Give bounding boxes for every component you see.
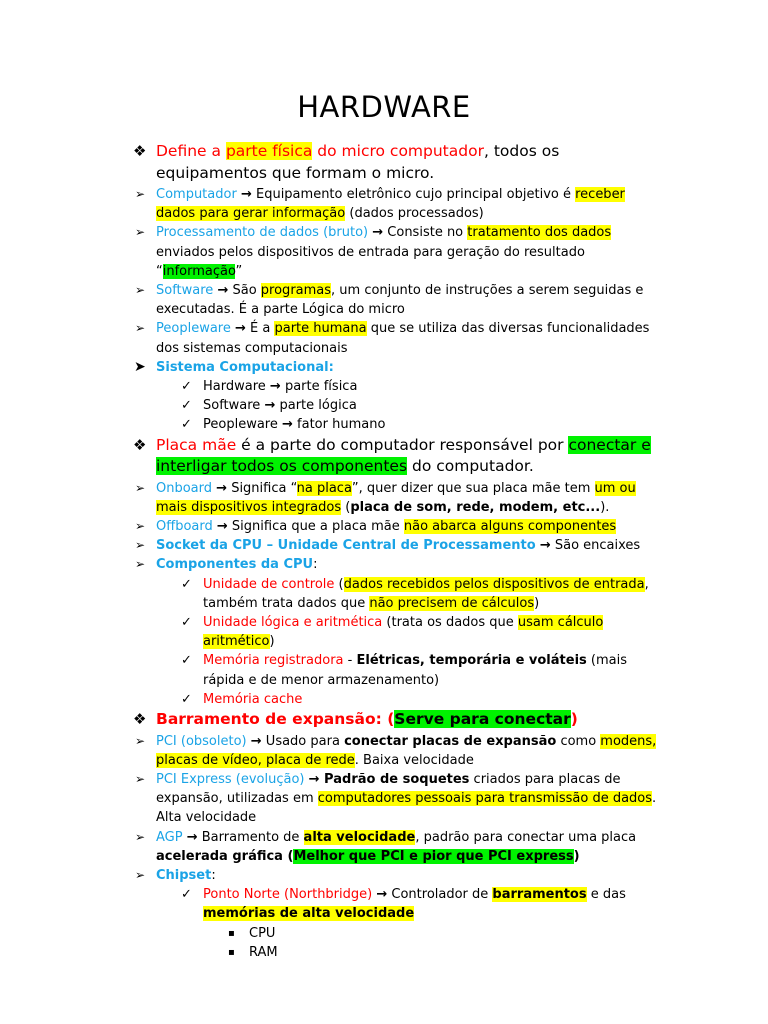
- sub-item-unidade-logica: [0, 613, 768, 651]
- arrow-right-icon: →: [216, 519, 228, 535]
- arrowhead-bullet-icon: ➢: [135, 480, 146, 495]
- list-item-processamento: [0, 223, 768, 281]
- highlight: tratamento dos dados: [467, 225, 612, 241]
- arrowhead-bullet-icon: ➢: [135, 733, 146, 748]
- text: Equipamento eletrônico cujo principal objetivo é: [251, 187, 576, 202]
- text: , um conjunto de instruções a serem seguidas e executadas. É a parte Lógica do micro: [156, 283, 644, 318]
- highlight: conectar e interligar todos os componentes: [156, 435, 651, 476]
- list-item-chipset: [0, 866, 768, 885]
- arrowhead-bullet-icon: ➢: [135, 225, 146, 240]
- text: (dados processados): [345, 206, 484, 222]
- term: PCI (obsoleto): [156, 733, 247, 749]
- highlight: memórias de alta velocidade: [203, 906, 415, 922]
- arrow-right-icon: →: [372, 225, 384, 241]
- text: que se utiliza das diversas funcionalidades dos sistemas computacionais: [156, 321, 650, 356]
- diamond-bullet-icon: ❖: [133, 435, 147, 454]
- text: ).: [600, 499, 610, 515]
- highlight: alta velocidade: [303, 829, 416, 845]
- text: . Baixa velocidade: [354, 752, 474, 768]
- arrow-right-icon: →: [264, 398, 276, 414]
- highlight: na placa: [296, 480, 352, 496]
- list-item-pci: [0, 732, 768, 770]
- text: como: [556, 733, 601, 749]
- text: ): [570, 710, 578, 729]
- term: Computador: [156, 187, 237, 202]
- text: Peopleware: [203, 417, 282, 433]
- arrow-right-icon: →: [216, 480, 228, 496]
- term: Memória cache: [203, 691, 303, 707]
- check-bullet-icon: ✓: [181, 417, 192, 433]
- text: do computador.: [407, 457, 534, 476]
- sub-sub-item-ram: [0, 943, 768, 962]
- list-item-software: [0, 281, 768, 319]
- text: ): [269, 634, 275, 650]
- text: ”, quer dizer que sua placa mãe tem: [351, 480, 595, 496]
- term: Unidade de controle: [203, 576, 335, 592]
- arrow-right-icon: →: [539, 538, 551, 554]
- list-item-socket: [0, 536, 768, 555]
- list-item-pci-express: [0, 770, 768, 828]
- text: (: [334, 576, 344, 592]
- text: criados para placas de expansão, utilizadas em: [156, 771, 621, 807]
- text: Controlador de: [387, 887, 493, 903]
- highlight: dados recebidos pelos dispositivos de entrada: [343, 576, 645, 592]
- highlight: não precisem de cálculos: [369, 595, 535, 611]
- term: Memória registradora: [203, 653, 344, 669]
- page-title: HARDWARE: [297, 90, 471, 124]
- arrow-right-icon: →: [186, 829, 198, 845]
- arrowhead-bullet-icon: ➢: [135, 283, 146, 298]
- text: (trata os dados que: [382, 615, 518, 631]
- sub-item-memoria-registradora: [0, 651, 768, 689]
- highlight: computadores pessoais para transmissão de dados: [317, 791, 653, 807]
- text: fator humano: [292, 417, 386, 433]
- arrowhead-bullet-icon: ➢: [135, 771, 146, 786]
- text: ): [573, 848, 580, 864]
- text: Significa que a placa mãe: [227, 519, 404, 535]
- highlight: parte física: [225, 142, 313, 160]
- bold-text: placa de som, rede, modem, etc...: [350, 499, 601, 515]
- sub-item-software: [0, 396, 768, 415]
- text: -: [343, 653, 357, 669]
- highlight: barramentos: [492, 887, 587, 903]
- arrowhead-bullet-icon: ➢: [135, 868, 146, 882]
- text: :: [313, 557, 318, 573]
- highlight: não abarca alguns componentes: [403, 519, 617, 535]
- term: Chipset: [156, 868, 212, 883]
- sub-item-hardware: [0, 377, 768, 396]
- text: Consiste no: [383, 225, 468, 241]
- highlight: informação: [162, 263, 236, 279]
- arrow-right-icon: →: [240, 187, 252, 202]
- highlight: modens, placas de vídeo, placa de rede: [156, 733, 657, 768]
- arrow-right-icon: →: [217, 283, 229, 299]
- term: AGP: [156, 829, 183, 845]
- square-bullet-icon: ▪: [228, 927, 235, 939]
- text: (: [341, 499, 351, 515]
- list-item-onboard: [0, 479, 768, 517]
- barramento-definition: [0, 709, 768, 731]
- term: PCI Express (evolução): [156, 771, 305, 787]
- arrowhead-bullet-icon: ➢: [135, 187, 146, 201]
- check-bullet-icon: ✓: [181, 576, 192, 592]
- list-item-sistema-computacional: [0, 358, 768, 377]
- arrow-right-icon: →: [250, 733, 262, 749]
- text: São encaixes: [550, 538, 641, 554]
- text: e das: [586, 887, 626, 903]
- list-item-componentes: [0, 555, 768, 574]
- hardware-definition: [0, 141, 768, 184]
- highlight: parte humana: [274, 321, 367, 337]
- arrow-right-icon: →: [376, 887, 388, 903]
- highlight: receber dados para gerar informação: [156, 187, 625, 222]
- arrowhead-bullet-icon: ➢: [135, 538, 146, 553]
- sub-item-memoria-cache: [0, 690, 768, 709]
- text: Software: [203, 398, 265, 414]
- check-bullet-icon: ✓: [181, 691, 192, 707]
- text: RAM: [249, 944, 278, 960]
- arrow-right-icon: →: [269, 379, 281, 395]
- list-item-computador: [0, 185, 768, 223]
- sub-sub-item-cpu: [0, 924, 768, 943]
- highlight: programas: [260, 283, 332, 299]
- bold-text: conectar placas de expansão: [344, 733, 557, 749]
- arrowhead-bold-bullet-icon: ➤: [134, 358, 146, 375]
- text: Define a: [156, 142, 226, 160]
- text: parte física: [280, 379, 358, 395]
- term: Offboard: [156, 519, 213, 535]
- text: Usado para: [261, 733, 345, 749]
- bold-text: acelerada gráfica: [156, 848, 283, 864]
- text: , padrão para conectar uma placa: [415, 829, 637, 845]
- text: Hardware: [203, 379, 270, 395]
- term: Processamento de dados (bruto): [156, 225, 369, 241]
- bold-text: Elétricas, temporária e voláteis: [356, 653, 587, 669]
- check-bullet-icon: ✓: [181, 379, 192, 395]
- text: São: [228, 283, 261, 299]
- list-item-peopleware: [0, 319, 768, 357]
- check-bullet-icon: ✓: [181, 398, 192, 414]
- arrowhead-bullet-icon: ➢: [135, 321, 146, 336]
- term: Unidade lógica e aritmética: [203, 615, 383, 631]
- highlight: usam cálculo aritmético: [203, 615, 604, 650]
- text: É a: [245, 321, 275, 337]
- term: Barramento de expansão:: [156, 710, 382, 729]
- term: Onboard: [156, 480, 213, 496]
- text: parte lógica: [275, 398, 357, 414]
- text: . Alta velocidade: [156, 791, 657, 826]
- text: ”: [235, 263, 243, 279]
- check-bullet-icon: ✓: [181, 653, 192, 669]
- sub-item-unidade-controle: [0, 575, 768, 613]
- placa-mae-definition: [0, 435, 768, 478]
- term: Peopleware: [156, 321, 231, 337]
- diamond-bullet-icon: ❖: [133, 142, 147, 160]
- highlight: Serve para conectar: [394, 710, 571, 729]
- check-bullet-icon: ✓: [181, 615, 192, 631]
- arrowhead-bullet-icon: ➢: [135, 519, 146, 534]
- term: Placa mãe: [156, 435, 237, 454]
- term: Ponto Norte (Northbridge): [203, 887, 373, 903]
- sub-item-ponto-norte: [0, 885, 768, 923]
- text: (: [381, 710, 395, 729]
- text: :: [211, 868, 216, 883]
- diamond-bullet-icon: ❖: [133, 710, 147, 729]
- text: (mais rápida e de menor armazenamento): [203, 653, 627, 688]
- text: é a parte do computador responsável por: [236, 435, 569, 454]
- text: Barramento de: [197, 829, 304, 845]
- bold-text: Padrão de soquetes: [319, 771, 470, 787]
- text: , também trata dados que: [203, 576, 649, 611]
- text: (: [282, 848, 294, 864]
- list-item-offboard: [0, 517, 768, 536]
- text: , todos os equipamentos que formam o micro.: [156, 142, 560, 182]
- document-body: [0, 141, 768, 962]
- text: do micro computador: [312, 142, 484, 160]
- check-bullet-icon: ✓: [181, 887, 192, 903]
- arrowhead-bullet-icon: ➢: [135, 829, 146, 844]
- list-item-agp: [0, 828, 768, 866]
- text: enviados pelos dispositivos de entrada para geração do resultado “: [156, 244, 585, 279]
- arrow-right-icon: →: [281, 417, 293, 433]
- term: Socket da CPU – Unidade Central de Processamento: [156, 538, 536, 554]
- sub-item-peopleware: [0, 415, 768, 434]
- term: Sistema Computacional:: [156, 359, 334, 375]
- highlight: um ou mais dispositivos integrados: [156, 480, 636, 515]
- text: Significa “: [227, 480, 297, 496]
- term: Software: [156, 283, 214, 299]
- text: ): [534, 595, 540, 611]
- arrow-right-icon: →: [308, 771, 320, 787]
- square-bullet-icon: ▪: [228, 946, 235, 958]
- term: Componentes da CPU: [156, 557, 314, 573]
- text: CPU: [249, 925, 276, 941]
- highlight: Melhor que PCI e pior que PCI express: [293, 848, 574, 864]
- arrow-right-icon: →: [235, 321, 246, 337]
- arrowhead-bullet-icon: ➢: [135, 557, 146, 572]
